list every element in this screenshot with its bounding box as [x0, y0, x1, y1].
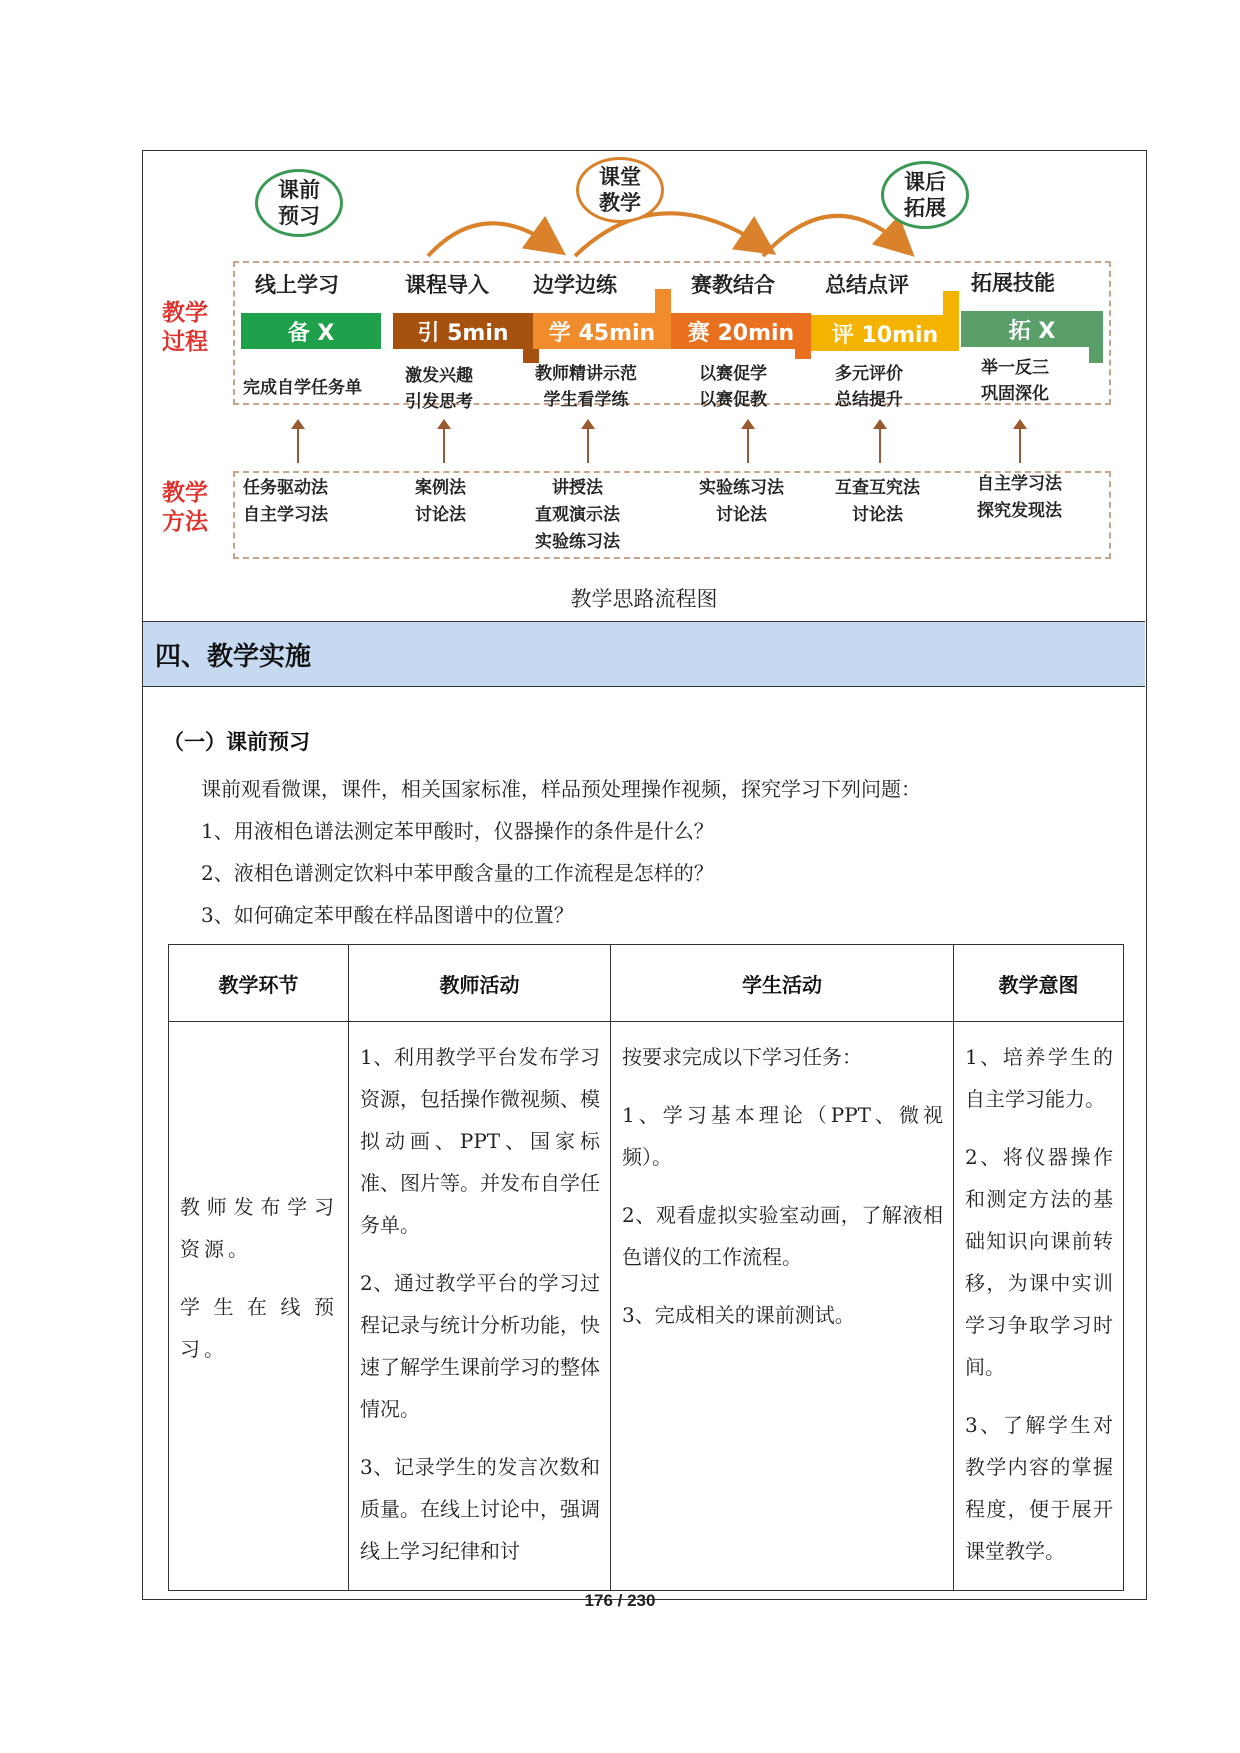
table-header-row — [169, 945, 1124, 1022]
header-teacher: 教师活动 — [349, 945, 611, 1022]
intent-item-2: 2、将仪器操作和测定方法的基础知识向课前转移，为课中实训学习争取学习时间。 — [965, 1145, 1113, 1379]
arrow-up-6 — [1019, 427, 1021, 463]
teaching-flowchart — [143, 151, 1145, 621]
header-intent: 教学意图 — [954, 945, 1124, 1022]
stage-title-extend: 拓展技能 — [971, 271, 1055, 295]
subsection-heading: （一）课前预习 — [163, 730, 310, 754]
desc-practice: 教师精讲示范 学生看学练 — [535, 364, 637, 410]
intent-item-3: 3、了解学生对教学内容的掌握程度，便于展开课堂教学。 — [965, 1413, 1113, 1563]
method-review: 互查互究法 讨论法 — [835, 478, 920, 525]
arc-arrow-3 — [763, 216, 903, 256]
teacher-item-2: 2、通过教学平台的学习过程记录与统计分析功能，快速了解学生课前学习的整体情况。 — [360, 1271, 600, 1421]
table-row — [169, 1022, 1124, 1591]
header-link: 教学环节 — [169, 945, 349, 1022]
oval-in-class: 课堂 教学 — [576, 157, 664, 223]
method-competition: 实验练习法 讨论法 — [699, 478, 784, 525]
bar-intro: 引 5min — [393, 313, 533, 349]
oval-post-class: 课后 拓展 — [881, 161, 969, 229]
intent-item-1: 1、培养学生的自主学习能力。 — [965, 1045, 1113, 1111]
stage-title-online: 线上学习 — [255, 273, 339, 297]
arrow-up-5 — [879, 427, 881, 463]
bar-review: 评 10min — [811, 315, 959, 351]
link-text-2: 学生在线预习。 — [180, 1295, 338, 1361]
desc-competition: 以赛促学 以赛促教 — [699, 364, 767, 410]
student-item-0: 按要求完成以下学习任务： — [622, 1045, 862, 1069]
desc-extend: 举一反三 巩固深化 — [981, 358, 1049, 404]
desc-intro: 激发兴趣 引发思考 — [405, 366, 473, 412]
stage-title-intro: 课程导入 — [405, 273, 489, 297]
cell-teacher — [349, 1022, 611, 1591]
oval-pre-class: 课前 预习 — [255, 169, 343, 237]
cell-link — [169, 1022, 349, 1591]
cell-intent — [954, 1022, 1124, 1591]
method-intro: 案例法 讨论法 — [415, 478, 466, 525]
label-teaching-method: 教学 方法 — [162, 480, 208, 535]
arrow-up-1 — [297, 427, 299, 463]
student-item-1: 1、学习基本理论（PPT、微视频）。 — [622, 1103, 943, 1169]
page-number: 176 / 230 — [584, 1591, 656, 1610]
stage-title-competition: 赛教结合 — [691, 273, 775, 297]
cell-student — [611, 1022, 954, 1591]
bar-compete: 赛 20min — [671, 313, 811, 349]
method-extend: 自主学习法 探究发现法 — [977, 474, 1062, 521]
content-frame — [142, 150, 1147, 1600]
arrow-up-4 — [747, 427, 749, 463]
flowchart-caption: 教学思路流程图 — [570, 587, 718, 611]
student-item-3: 3、完成相关的课前测试。 — [622, 1303, 855, 1327]
question-2: 2、液相色谱测定饮料中苯甲酸含量的工作流程是怎样的？ — [201, 861, 714, 885]
desc-online: 完成自学任务单 — [243, 378, 362, 398]
header-student: 学生活动 — [611, 945, 954, 1022]
desc-review: 多元评价 总结提升 — [835, 364, 903, 410]
bar-learn: 学 45min — [533, 313, 671, 349]
activity-table — [168, 944, 1124, 1591]
intro-paragraph: 课前观看微课，课件，相关国家标准，样品预处理操作视频，探究学习下列问题： — [201, 777, 921, 801]
teacher-item-3: 3、记录学生的发言次数和质量。在线上讨论中，强调线上学习纪律和讨 — [360, 1455, 600, 1563]
arrow-up-3 — [587, 427, 589, 463]
question-1: 1、用液相色谱法测定苯甲酸时，仪器操作的条件是什么？ — [201, 819, 714, 843]
arc-arrow-1 — [428, 223, 553, 256]
bar-extend: 拓 X — [961, 311, 1103, 347]
link-text-1: 教师发布学习资源。 — [180, 1195, 338, 1261]
bar-prepare: 备 X — [241, 313, 381, 349]
stage-title-practice: 边学边练 — [533, 273, 617, 297]
section-heading: 四、教学实施 — [143, 621, 1145, 687]
teacher-item-1: 1、利用教学平台发布学习资源，包括操作微视频、模拟动画、PPT、国家标准、图片等。并发布自学任务单。 — [360, 1045, 600, 1237]
question-3: 3、如何确定苯甲酸在样品图谱中的位置？ — [201, 903, 574, 927]
label-teaching-process: 教学 过程 — [162, 300, 208, 355]
student-item-2: 2、观看虚拟实验室动画，了解液相色谱仪的工作流程。 — [622, 1203, 943, 1269]
method-practice: 讲授法 直观演示法 实验练习法 — [535, 478, 620, 552]
stage-title-review: 总结点评 — [825, 273, 909, 297]
arrow-up-2 — [443, 427, 445, 463]
method-online: 任务驱动法 自主学习法 — [243, 478, 328, 525]
